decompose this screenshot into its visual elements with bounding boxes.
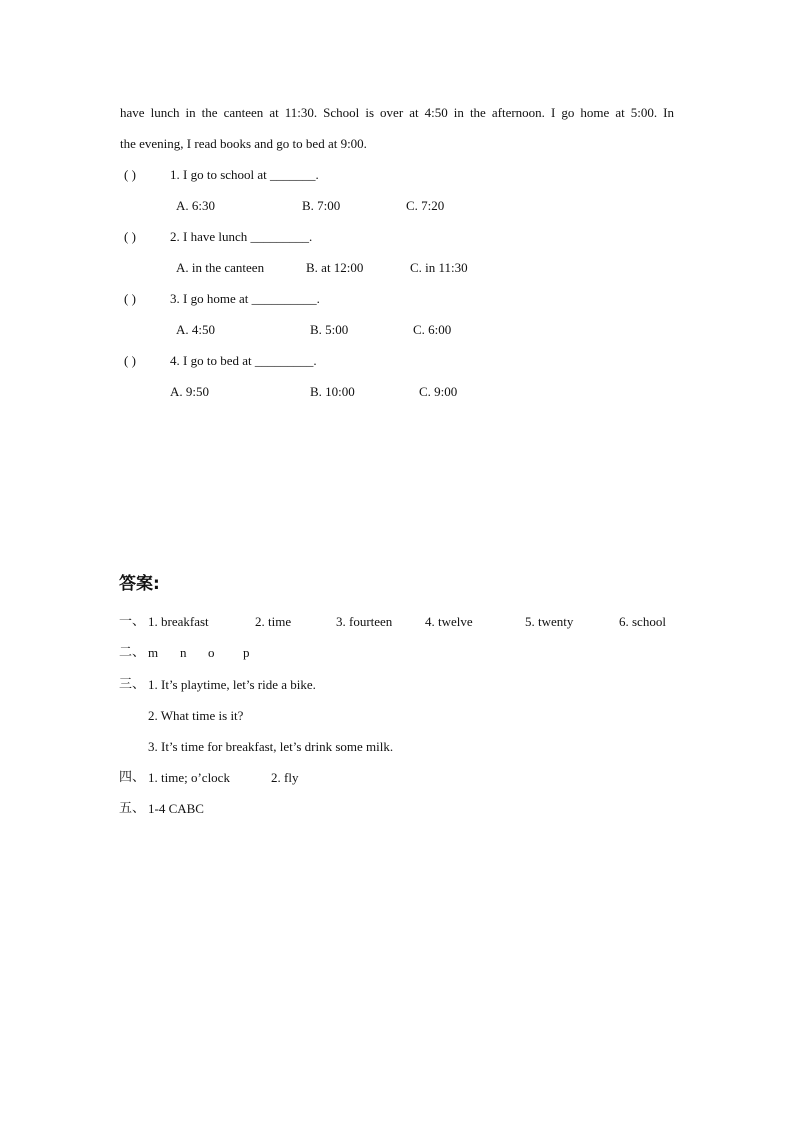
question-4-option-a: A. 9:50 — [170, 384, 209, 399]
answers-section-1-item-3: 3. fourteen — [336, 614, 393, 629]
answers-section-1-item-4: 4. twelve — [425, 614, 473, 629]
answers-section-1-item-5: 5. twenty — [525, 614, 574, 629]
question-2-option-a: A. in the canteen — [176, 260, 265, 275]
question-1-answer-paren[interactable]: ( ) — [124, 167, 136, 182]
question-1-option-a: A. 6:30 — [176, 198, 215, 213]
answers-section-3-item-1: 1. It’s playtime, let’s ride a bike. — [148, 677, 316, 692]
answers-section-2-item-3: o — [208, 645, 215, 660]
answers-section-4-prefix: 四、 — [119, 770, 146, 785]
answers-section-5-text: 1-4 CABC — [148, 801, 204, 816]
answers-section-2-prefix: 二、 — [119, 645, 146, 660]
question-4-option-c: C. 9:00 — [419, 384, 458, 399]
passage-line-1: have lunch in the canteen at 11:30. School is over at 4:50 in the afternoon. I go home at 5:00. In — [120, 105, 674, 120]
answers-section-1-item-6: 6. school — [619, 614, 666, 629]
question-4-option-b: B. 10:00 — [310, 384, 355, 399]
answers-section-5-prefix: 五、 — [119, 801, 146, 816]
answers-section-1-item-2: 2. time — [255, 614, 292, 629]
answers-section-2-item-4: p — [243, 645, 250, 660]
answers-section-2-item-2: n — [180, 645, 187, 660]
question-2-option-c: C. in 11:30 — [410, 260, 468, 275]
question-3-answer-paren[interactable]: ( ) — [124, 291, 136, 306]
answers-section-2-item-1: m — [148, 645, 159, 660]
question-3-option-b: B. 5:00 — [310, 322, 349, 337]
passage-line-2: the evening, I read books and go to bed at 9:00. — [120, 136, 367, 151]
question-1-option-b: B. 7:00 — [302, 198, 341, 213]
question-2-option-b: B. at 12:00 — [306, 260, 364, 275]
question-2-stem: 2. I have lunch _________. — [170, 229, 313, 244]
question-3-option-c: C. 6:00 — [413, 322, 452, 337]
question-4-answer-paren[interactable]: ( ) — [124, 353, 136, 368]
question-3-option-a: A. 4:50 — [176, 322, 215, 337]
answers-section-4-item-1: 1. time; o’clock — [148, 770, 230, 785]
question-1-stem: 1. I go to school at _______. — [170, 167, 319, 182]
answers-section-1-prefix: 一、 — [119, 614, 146, 629]
answers-section-3-item-2: 2. What time is it? — [148, 708, 244, 723]
question-1-option-c: C. 7:20 — [406, 198, 445, 213]
question-3-stem: 3. I go home at __________. — [170, 291, 320, 306]
answers-section-4-item-2: 2. fly — [271, 770, 299, 785]
question-2-answer-paren[interactable]: ( ) — [124, 229, 136, 244]
question-4-stem: 4. I go to bed at _________. — [170, 353, 317, 368]
answers-section-3-prefix: 三、 — [119, 677, 146, 692]
answers-section-1-item-1: 1. breakfast — [148, 614, 209, 629]
answers-section-3-item-3: 3. It’s time for breakfast, let’s drink some milk. — [148, 739, 394, 754]
answers-heading: 答案: — [119, 574, 160, 594]
